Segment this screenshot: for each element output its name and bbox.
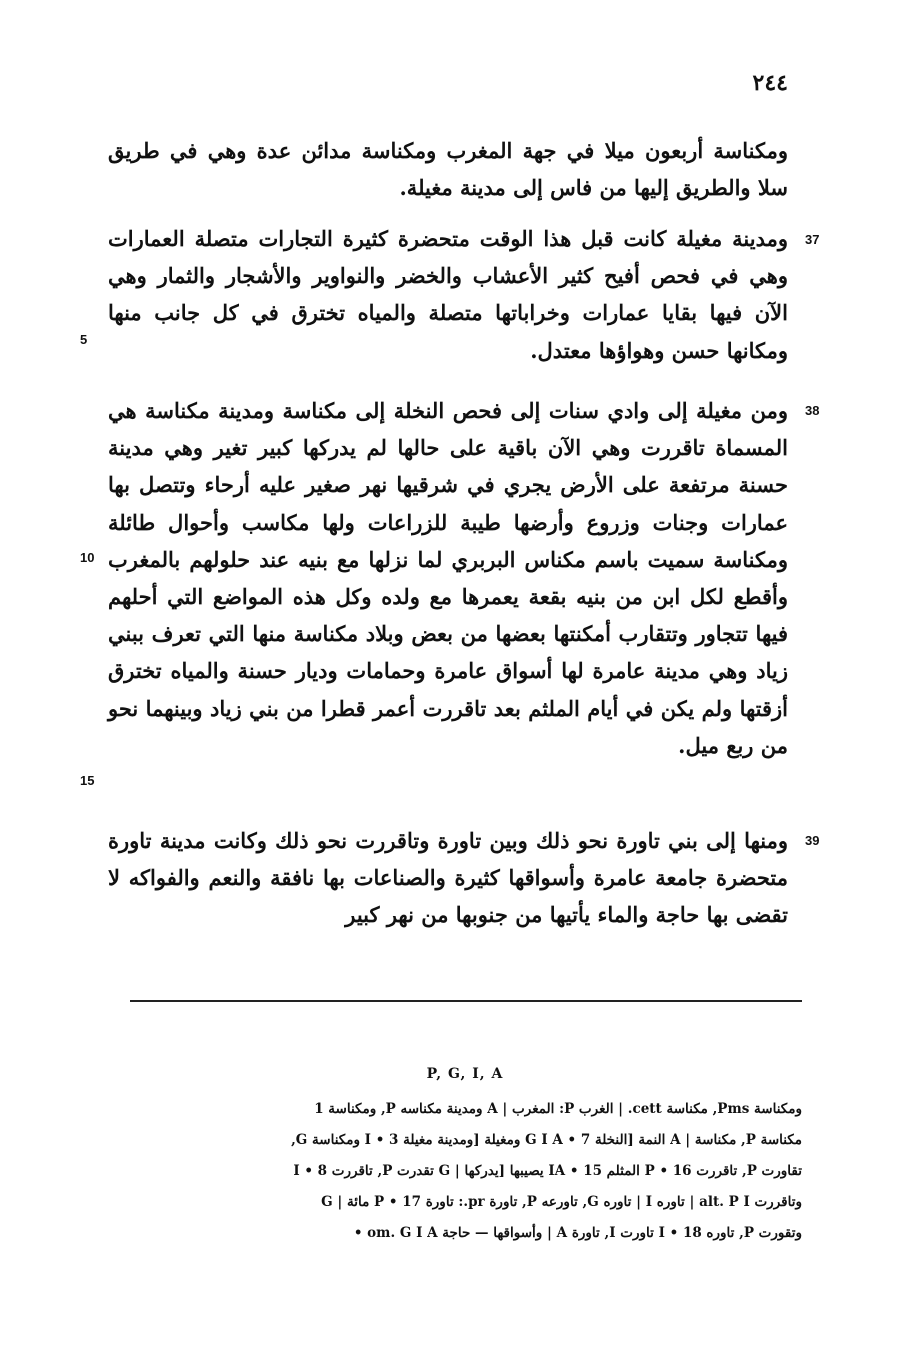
paragraph-38: ومن مغيلة إلى وادي سنات إلى فحص النخلة إلى مكناسة ومدينة مكناسة هي المسماة تاقررت وهي الآن باقية على حالها لم يدركها كبير تغير وهي مدينة حسنة مرتفعة على الأرض يجري في شرقيها نهر صغير عليه أرحاء وتتصل بها عمارات وجنات وزروع وأرضها طيبة للزراعات ولها مكاسب وأحوال طائلة ومكناسة سميت باسم مكناس البربري لما نزلها مع بنيه عند حلولهم بالمغرب وأقطع لكل ابن من بنيه بقعة يعمرها مع ولده وكل هذه المواضع التي أحلهم فيها تتجاور وتتقارب أمكنتها بعضها من بعض وبلاد مكناسة منها التي تعرف ببني زياد وهي مدينة عامرة لها أسواق عامرة وحمامات وديار حسنة والمياه تخترق أزقتها ولم يكن في أيام الملثم بعد تاقررت أعمر قطرا من بني زياد وبينهما نحو من ربع ميل.	[108, 398, 788, 758]
paragraph-intro: ومكناسة أربعون ميلا في جهة المغرب ومكناسة مدائن عدة وهي في طريق سلا والطريق إليها من فاس إلى مدينة مغيلة.	[108, 138, 788, 201]
line-number-15: 15	[80, 773, 95, 788]
paragraph-number-38: 38	[805, 403, 820, 418]
line-number-5: 5	[80, 332, 88, 347]
apparatus-line: وتقورت P, تاوره 18 • I تاورت I, تاورة A | وأسواقها — حاجة om. G I A •	[353, 1225, 802, 1241]
manuscript-sigla: P, G, I, A	[426, 1066, 504, 1082]
paragraph-39: ومنها إلى بني تاورة نحو ذلك وبين تاورة وتاقررت نحو ذلك وكانت مدينة تاورة متحضرة جامعة عامرة وأسواقها كثيرة والصناعات بها نافقة والنعم والفواكه لا تقضى بها حاجة والماء يأتيها من جنوبها من نهر كبير	[108, 828, 788, 928]
footnote-divider	[130, 1000, 802, 1002]
page-number: ٢٤٤	[752, 70, 788, 96]
paragraph-number-39: 39	[805, 833, 820, 848]
paragraph-number-37: 37	[805, 232, 820, 247]
apparatus-line: وتاقررت alt. P I | تاوره I | تاوره G, تاورعه P, تاورة pr.: تاورة 17 • P مائة | G	[321, 1194, 802, 1210]
apparatus-line: تقاورت P, تاقررت 16 • P المثلم 15 • IA يصيبها [يدركها | G تقدرت P, تاقررت 8 • I	[293, 1163, 802, 1179]
apparatus-line: مكناسة P, مكناسة | A النمة [النخلة 7 • G I A ومغيلة [ومدينة مغيلة 3 • I ومكناسة G,	[291, 1132, 802, 1148]
paragraph-37: ومدينة مغيلة كانت قبل هذا الوقت متحضرة كثيرة التجارات متصلة العمارات وهي في فحص أفيح كثير الأعشاب والخضر والنواوير والأشجار والثمار وهي الآن فيها بقايا عمارات وخراباتها متصلة والمياه تخترق في كل جانب منها ومكانها حسن وهواؤها معتدل.	[108, 226, 788, 363]
line-number-10: 10	[80, 550, 95, 565]
apparatus-line: ومكناسة Pms, مكناسة cett. | الغرب P: المغرب | A ومدينة مكناسه P, ومكناسة 1	[314, 1101, 802, 1117]
